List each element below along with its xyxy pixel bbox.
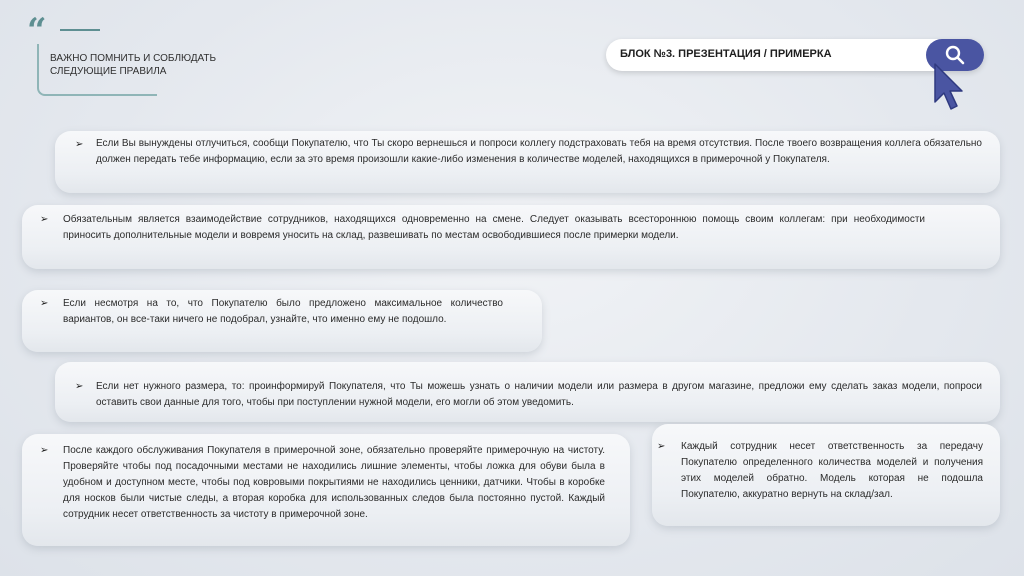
rule-text-5: После каждого обслуживания Покупателя в примерочной зоне, обязательно проверяйте примерочную на чистоту. Проверяйте чтобы под посадочными местами не находились лишние элементы, чтобы ложка для обуви была в удобном и доступном месте, чтобы под ковровыми покрытиями не находились ценники, датчики. Чтобы в коробке для носков были чистые следы, а вторая коробка для использованных следов была постоянно пустой. Каждый сотрудник несет ответственность за чистоту в примерочной зоне. [63, 445, 605, 520]
rule-text-3: Если несмотря на то, что Покупателю было предложено максимальное количество вариантов, он все-таки ничего не подобрал, узнайте, что именно ему не подошло. [63, 298, 503, 325]
page-title-line1: ВАЖНО ПОМНИТЬ И СОБЛЮДАТЬ [50, 53, 217, 64]
bullet-arrow-icon: ➢ [40, 445, 49, 456]
bullet-arrow-icon: ➢ [75, 139, 84, 150]
search-input-text: БЛОК №3. ПРЕЗЕНТАЦИЯ / ПРИМЕРКА [620, 48, 832, 60]
bullet-arrow-icon: ➢ [40, 298, 49, 309]
page-title-line2: СЛЕДУЮЩИЕ ПРАВИЛА [50, 66, 167, 77]
rule-text-4: Если нет нужного размера, то: проинформируй Покупателя, что Ты можешь узнать о наличии модели или размера в другом магазине, предложи ему сделать заказ модели, попроси оставить свои данные для того, чтобы при поступлении нужной модели, его могли об этом уведомить. [96, 381, 982, 408]
rule-text-1: Если Вы вынуждены отлучиться, сообщи Покупателю, что Ты скоро вернешься и попроси коллегу подстраховать тебя на время отсутствия. После твоего возвращения коллега обязательно должен передать тебе информацию, если за это время произошли какие-либо изменения в количестве моделей, находящихся в примерочной у Покупателя. [96, 138, 982, 165]
page-title [50, 52, 216, 78]
bullet-arrow-icon: ➢ [75, 381, 84, 392]
quote-icon: “ [27, 11, 47, 51]
cursor-icon [932, 62, 966, 114]
bullet-arrow-icon: ➢ [40, 214, 49, 225]
bullet-arrow-icon: ➢ [657, 441, 666, 452]
quote-divider [60, 29, 100, 31]
rule-text-2: Обязательным является взаимодействие сотрудников, находящихся одновременно на смене. Следует оказывать всестороннюю помощь своим коллегам: при необходимости приносить дополнительные модели и вовремя уносить на склад, развешивать по местам освободившиеся после примерки модели. [63, 214, 925, 241]
search-bar[interactable] [606, 39, 984, 71]
rule-text-6: Каждый сотрудник несет ответственность за передачу Покупателю определенного количества моделей и получения этих моделей обратно. Модель которая не подошла Покупателю, аккуратно вернуть на склад/зал. [681, 441, 983, 500]
